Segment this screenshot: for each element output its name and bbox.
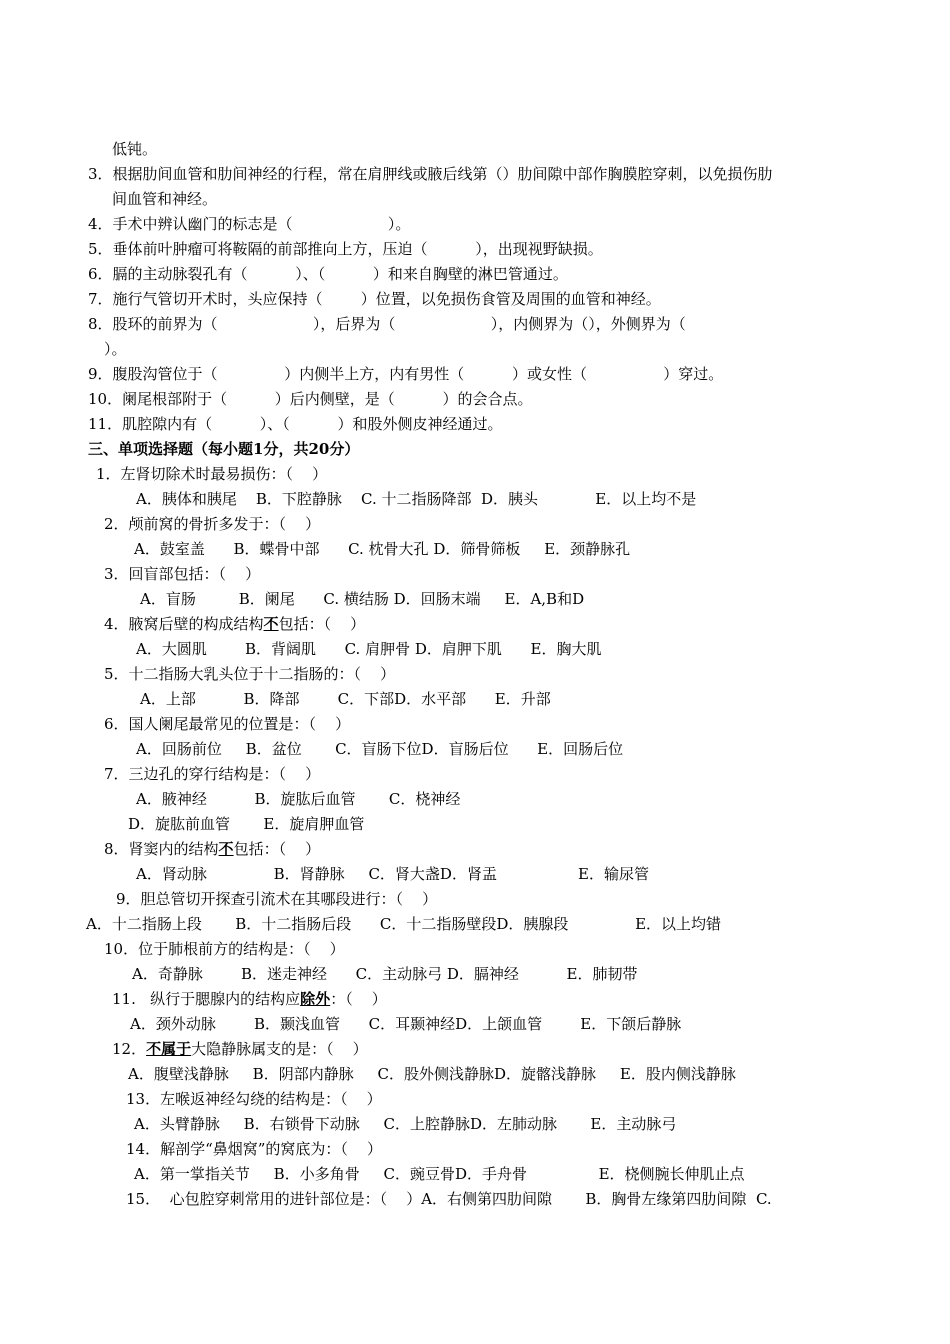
mc-q3-options: A．盲肠 B．阑尾 C. 横结肠 D．回肠末端 E．A,B和D [140,590,585,608]
mc-q11-stem-end: ：（ ） [330,990,387,1008]
mc-q6: 6．国人阑尾最常见的位置是：（ ） [104,715,351,733]
fill-q8-line2: ）。 [104,340,127,358]
mc-q13: 13．左喉返神经勾绕的结构是：（ ） [126,1090,382,1108]
mc-q10: 10．位于肺根前方的结构是：（ ） [104,940,345,958]
mc-q1-options: A．胰体和胰尾 B．下腔静脉 C. 十二指肠降部 D．胰头 E．以上均不是 [136,490,697,508]
mc-q11 [112,989,387,1009]
fill-q5: 5．垂体前叶肿瘤可将鞍隔的前部推向上方，压迫（ ），出现视野缺损。 [88,240,603,258]
mc-q12 [112,1039,368,1059]
mc-q4-emphasis: 不 [263,615,279,633]
mc-q14-options: A．第一掌指关节 B．小多角骨 C．豌豆骨D．手舟骨 E．桡侧腕长伸肌止点 [134,1165,745,1183]
mc-q4-stem-end: 包括：（ ） [278,615,366,633]
mc-q5: 5．十二指肠大乳头位于十二指肠的：（ ） [104,665,396,683]
mc-q12-emphasis: 不属于 [146,1040,192,1058]
mc-q8-options: A．肾动脉 B．肾静脉 C．肾大盏D．肾盂 E．输尿管 [136,865,649,883]
mc-q2-options: A．鼓室盖 B．蝶骨中部 C. 枕骨大孔 D．筛骨筛板 E．颈静脉孔 [134,540,631,558]
fill-q4: 4．手术中辨认幽门的标志是（ ）。 [88,215,411,233]
section-title: 三、单项选择题（每小题1分，共20分） [88,440,360,458]
mc-q7-options-2: D．旋肱前血管 E．旋肩胛血管 [128,815,365,833]
mc-q15: 15． 心包腔穿刺常用的进针部位是：（ ）A．右侧第四肋间隙 B．胸骨左缘第四肋间隙 C. [126,1190,772,1208]
mc-q7: 7．三边孔的穿行结构是：（ ） [104,765,321,783]
mc-q8-stem-end: 包括：（ ） [233,840,321,858]
mc-q11-stem: 11. 纵行于腮腺内的结构应 [112,990,301,1008]
mc-q9: 9．胆总管切开探查引流术在其哪段进行：（ ） [116,890,438,908]
mc-q14: 14．解剖学“鼻烟窝”的窝底为：（ ） [126,1140,382,1158]
mc-q2: 2．颅前窝的骨折多发于：（ ） [104,515,321,533]
fill-q6: 6．膈的主动脉裂孔有（ ）、（ ）和来自胸壁的淋巴管通过。 [88,265,568,283]
mc-q11-emphasis: 除外 [300,990,331,1008]
mc-q11-options: A．颈外动脉 B．颞浅血管 C．耳颞神经D．上颌血管 E．下颌后静脉 [130,1015,682,1033]
mc-q5-options: A．上部 B．降部 C．下部D．水平部 E．升部 [140,690,551,708]
mc-q7-options-1: A．腋神经 B．旋肱后血管 C．桡神经 [136,790,461,808]
mc-q9-options: A．十二指肠上段 B．十二指肠后段 C．十二指肠壁段D．胰腺段 E．以上均错 [86,915,722,933]
mc-q6-options: A．回肠前位 B．盆位 C．盲肠下位D．盲肠后位 E．回肠后位 [136,740,624,758]
mc-q4 [104,614,365,634]
fill-q7: 7．施行气管切开术时，头应保持（ ）位置，以免损伤食管及周围的血管和神经。 [88,290,661,308]
mc-q12-stem: 大隐静脉属支的是：（ ） [191,1040,368,1058]
mc-q8 [104,839,320,859]
fill-q11: 11．肌腔隙内有（ ）、（ ）和股外侧皮神经通过。 [88,415,503,433]
mc-q8-emphasis: 不 [218,840,234,858]
mc-q4-stem: 4．腋窝后壁的构成结构 [104,615,264,633]
mc-q4-options: A．大圆肌 B．背阔肌 C. 肩胛骨 D．肩胛下肌 E．胸大肌 [136,640,602,658]
fill-q9: 9．腹股沟管位于（ ）内侧半上方，内有男性（ ）或女性（ ）穿过。 [88,365,724,383]
fill-q10: 10．阑尾根部附于（ ）后内侧壁，是（ ）的会合点。 [88,390,533,408]
mc-q3: 3．回盲部包括：（ ） [104,565,261,583]
mc-q12-number: 12． [112,1040,147,1058]
fill-q3-line2: 间血管和神经。 [112,190,218,208]
fill-q2-tail: 低钝。 [112,140,158,158]
mc-q12-options: A．腹壁浅静脉 B．阴部内静脉 C．股外侧浅静脉D．旋髂浅静脉 E．股内侧浅静脉 [128,1065,736,1083]
mc-q8-stem: 8．肾窦内的结构 [104,840,219,858]
mc-q1: 1．左肾切除术时最易损伤：（ ） [96,465,328,483]
fill-q8-line1: 8．股环的前界为（ ），后界为（ ），内侧界为（），外侧界为（ [88,315,686,333]
mc-q13-options: A．头臂静脉 B．右锁骨下动脉 C．上腔静脉D．左肺动脉 E．主动脉弓 [134,1115,677,1133]
fill-q3-line1: 3．根据肋间血管和肋间神经的行程，常在肩胛线或腋后线第（）肋间隙中部作胸膜腔穿刺，以免损伤肋 [88,165,773,183]
mc-q10-options: A．奇静脉 B．迷走神经 C．主动脉弓 D．膈神经 E．肺韧带 [132,965,638,983]
